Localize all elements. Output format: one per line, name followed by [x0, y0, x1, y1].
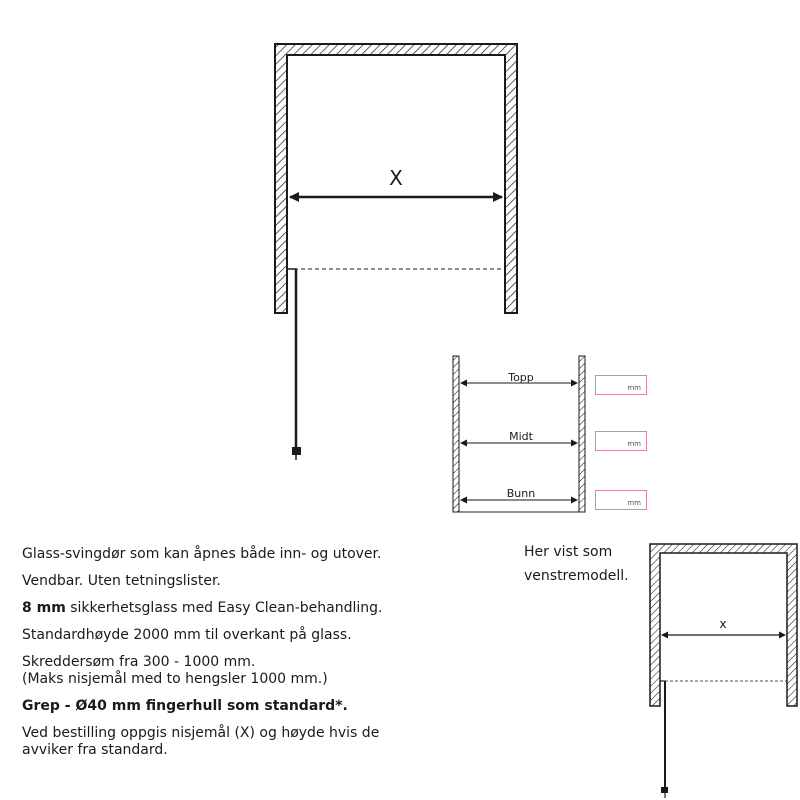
measure-unit-topp: mm	[627, 384, 641, 392]
desc-custom-range: Skreddersøm fra 300 - 1000 mm.	[22, 654, 256, 670]
desc-line-reversible: Vendbar. Uten tetningslister.	[22, 573, 221, 589]
desc-line-glass	[22, 600, 462, 617]
desc-line-height: Standardhøyde 2000 mm til overkant på glass.	[22, 627, 352, 643]
measure-right-wall	[579, 356, 585, 512]
model-note-line1: Her vist som	[524, 544, 613, 560]
small-dimension-label: x	[719, 617, 727, 631]
measure-unit-bunn: mm	[627, 499, 641, 507]
main-door-handle	[292, 447, 301, 455]
desc-custom-max: (Maks nisjemål med to hengsler 1000 mm.)	[22, 671, 328, 687]
desc-line-custom	[22, 654, 462, 688]
desc-glass-thickness: 8 mm	[22, 600, 66, 616]
measure-unit-midt: mm	[627, 440, 641, 448]
desc-line-order	[22, 725, 462, 759]
measure-field-bunn[interactable]	[595, 490, 647, 510]
desc-order-a: Ved bestilling oppgis nisjemål (X) og høyde hvis de	[22, 725, 380, 741]
small-door-handle	[661, 787, 668, 793]
desc-line-swing: Glass-svingdør som kan åpnes både inn- og utover.	[22, 546, 382, 562]
main-dimension-label: X	[389, 166, 403, 190]
measure-label-bunn: Bunn	[506, 487, 536, 500]
main-niche-diagram	[275, 44, 517, 460]
measure-label-midt: Midt	[509, 430, 533, 443]
model-note	[524, 540, 654, 588]
desc-line-handle: Grep - Ø40 mm fingerhull som standard*.	[22, 698, 348, 714]
product-description	[22, 546, 462, 769]
measure-label-topp: Topp	[508, 371, 534, 384]
measure-field-midt[interactable]	[595, 431, 647, 451]
measure-left-wall	[453, 356, 459, 512]
model-note-line2: venstremodell.	[524, 568, 629, 584]
desc-glass-rest: sikkerhetsglass med Easy Clean-behandling.	[65, 600, 383, 616]
measure-diagram	[453, 356, 585, 512]
small-niche-diagram	[650, 544, 797, 798]
desc-order-b: avviker fra standard.	[22, 742, 168, 758]
measure-field-topp[interactable]	[595, 375, 647, 395]
